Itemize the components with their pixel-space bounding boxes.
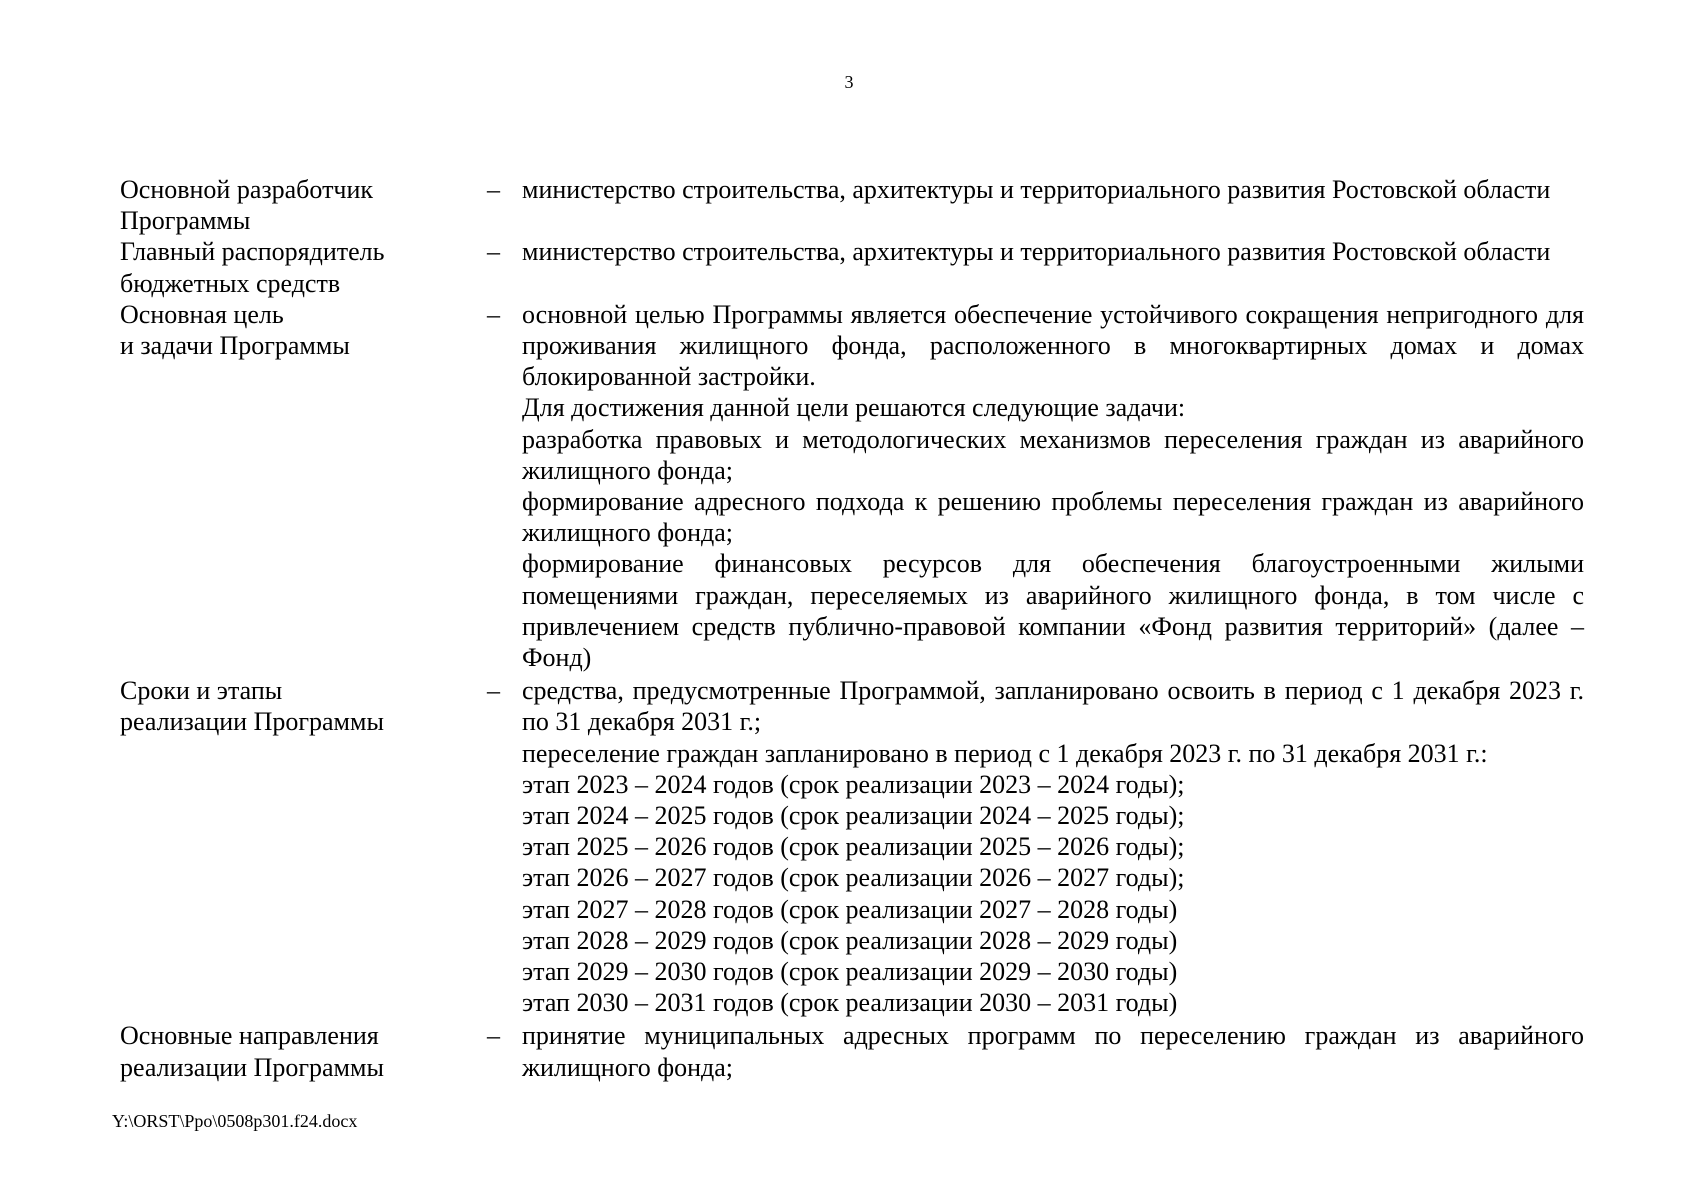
row-label-line: Главный распорядитель (120, 237, 385, 267)
stage-item: этап 2025 – 2026 годов (срок реализации 2025 – 2026 годы); (522, 832, 1185, 862)
row-dash: – (487, 676, 500, 706)
row-dash: – (487, 237, 500, 267)
row-label-line: Программы (120, 206, 251, 236)
stage-item: этап 2024 – 2025 годов (срок реализации 2024 – 2025 годы); (522, 801, 1185, 831)
passport-row-developer (120, 174, 1582, 236)
passport-row-goal-tasks (120, 299, 1582, 673)
stage-item: этап 2029 – 2030 годов (срок реализации 2029 – 2030 годы) (522, 957, 1178, 987)
program-passport-table (120, 174, 1582, 1083)
row-paragraph: формирование финансовых ресурсов для обеспечения благоустроенными жилыми помещениями граждан, переселяемых из аварийного жилищного фонда, в том числе с привлечением средств публично-правовой компании «Фонд развития территорий» (далее – Фонд) (522, 549, 1584, 673)
row-paragraph: министерство строительства, архитектуры и территориального развития Ростовской области (522, 175, 1551, 204)
stage-item: этап 2028 – 2029 годов (срок реализации 2028 – 2029 годы) (522, 925, 1178, 955)
passport-row-timeline-stages (120, 675, 1582, 1018)
row-label (120, 299, 485, 673)
row-dash: – (487, 299, 500, 329)
row-label-line: Основная цель (120, 299, 284, 329)
row-label-line: Сроки и этапы (120, 676, 283, 706)
stage-item: этап 2023 – 2024 годов (срок реализации 2023 – 2024 годы); (522, 769, 1185, 799)
row-label-line: и задачи Программы (120, 331, 350, 361)
row-label-line: реализации Программы (120, 707, 384, 737)
row-label (120, 236, 485, 298)
row-content (522, 299, 1584, 673)
stage-item: этап 2027 – 2028 годов (срок реализации 2027 – 2028 годы) (522, 894, 1178, 924)
passport-row-budget-manager (120, 236, 1582, 298)
row-paragraph: основной целью Программы является обеспечение устойчивого сокращения непригодного для проживания жилищного фонда, расположенного в многоквартирных домах и домах блокированной застройки. (522, 299, 1584, 392)
page-number: 3 (844, 72, 854, 92)
row-label (120, 174, 485, 236)
row-label (120, 1020, 485, 1082)
row-content (522, 236, 1584, 298)
row-paragraph: разработка правовых и методологических механизмов переселения граждан из аварийного жилищного фонда; (522, 424, 1584, 485)
passport-row-main-directions (120, 1020, 1582, 1082)
row-dash: – (487, 175, 500, 204)
row-paragraph: принятие муниципальных адресных программ по переселению граждан из аварийного жилищного фонда; (522, 1021, 1584, 1082)
row-content (522, 675, 1584, 1018)
row-label-line: реализации Программы (120, 1052, 384, 1082)
row-dash: – (487, 1021, 500, 1051)
stage-item: этап 2030 – 2031 годов (срок реализации 2030 – 2031 годы) (522, 988, 1178, 1018)
row-paragraph: министерство строительства, архитектуры и территориального развития Ростовской области (522, 237, 1551, 267)
row-paragraph: средства, предусмотренные Программой, запланировано освоить в период с 1 декабря 2023 г. по 31 декабря 2031 г.; (522, 676, 1584, 737)
document-file-path: Y:\ORST\Ppo\0508p301.f24.docx (112, 1111, 358, 1131)
row-label-line: Основной разработчик (120, 175, 374, 204)
row-content (522, 174, 1584, 236)
stage-item: этап 2026 – 2027 годов (срок реализации 2026 – 2027 годы); (522, 863, 1185, 893)
row-label (120, 675, 485, 1018)
row-paragraph: переселение граждан запланировано в период с 1 декабря 2023 г. по 31 декабря 2031 г.: (522, 738, 1488, 768)
row-label-line: Основные направления (120, 1021, 379, 1051)
row-label-line: бюджетных средств (120, 268, 341, 298)
row-content (522, 1020, 1584, 1082)
row-paragraph: Для достижения данной цели решаются следующие задачи: (522, 393, 1186, 423)
row-paragraph: формирование адресного подхода к решению проблемы переселения граждан из аварийного жилищного фонда; (522, 487, 1584, 548)
